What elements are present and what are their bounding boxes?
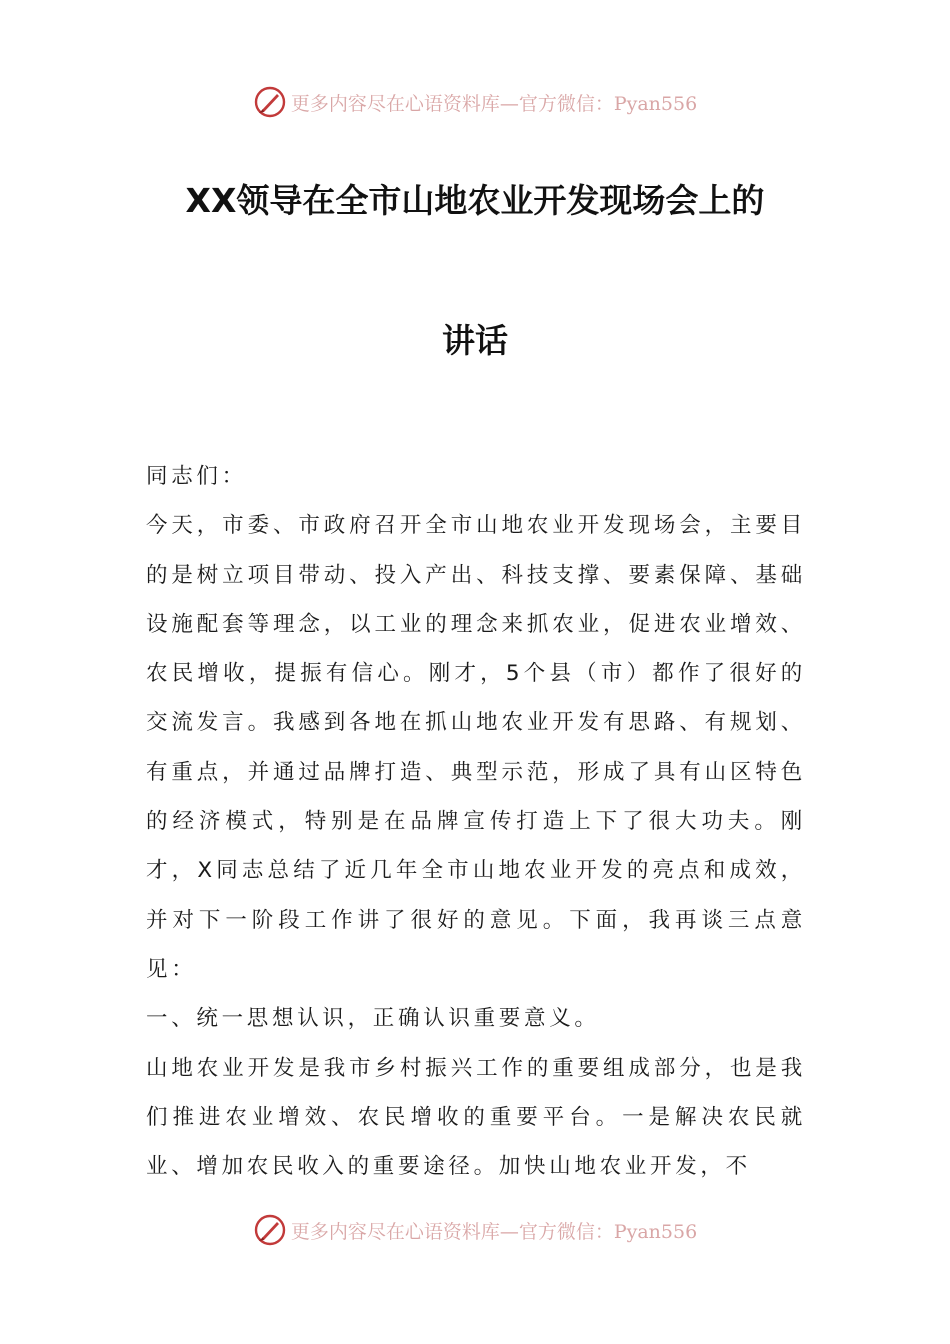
body-paragraph: 山地农业开发是我市乡村振兴工作的重要组成部分，也是我们推进农业增效、农民增收的重要平台。一是解决农民就业、增加农民收入的重要途径。加快山地农业开发，不 <box>146 1055 806 1180</box>
watermark-text: 更多内容尽在心语资料库—官方微信：Pyan556 <box>290 92 698 115</box>
watermark-banner-bottom <box>0 1210 950 1250</box>
quill-pen-logo-icon <box>253 85 287 119</box>
document-body <box>146 452 806 1191</box>
document-title: XX领导在全市山地农业开发现场会上的 <box>185 181 765 220</box>
quill-pen-logo-icon <box>253 1213 287 1247</box>
document-title-continued: 讲话 <box>442 321 508 360</box>
watermark-banner-top <box>0 82 950 122</box>
section-heading: 一、统一思想认识，正确认识重要意义。 <box>146 1006 600 1032</box>
watermark-text: 更多内容尽在心语资料库—官方微信：Pyan556 <box>290 1220 698 1243</box>
salutation: 同志们： <box>146 464 247 489</box>
body-paragraph: 今天，市委、市政府召开全市山地农业开发现场会，主要目的是树立项目带动、投入产出、科技支撑、要素保障、基础设施配套等理念，以工业的理念来抓农业，促进农业增效、农民增收，提振有信心。刚才，5个县（市）都作了很好的交流发言。我感到各地在抓山地农业开发有思路、有规划、有重点，并通过品牌打造、典型示范，形成了具有山区特色的经济模式，特别是在品牌宣传打造上下了很大功夫。刚才，X同志总结了近几年全市山地农业开发的亮点和成效，并对下一阶段工作讲了很好的意见。下面，我再谈三点意见： <box>146 513 806 982</box>
